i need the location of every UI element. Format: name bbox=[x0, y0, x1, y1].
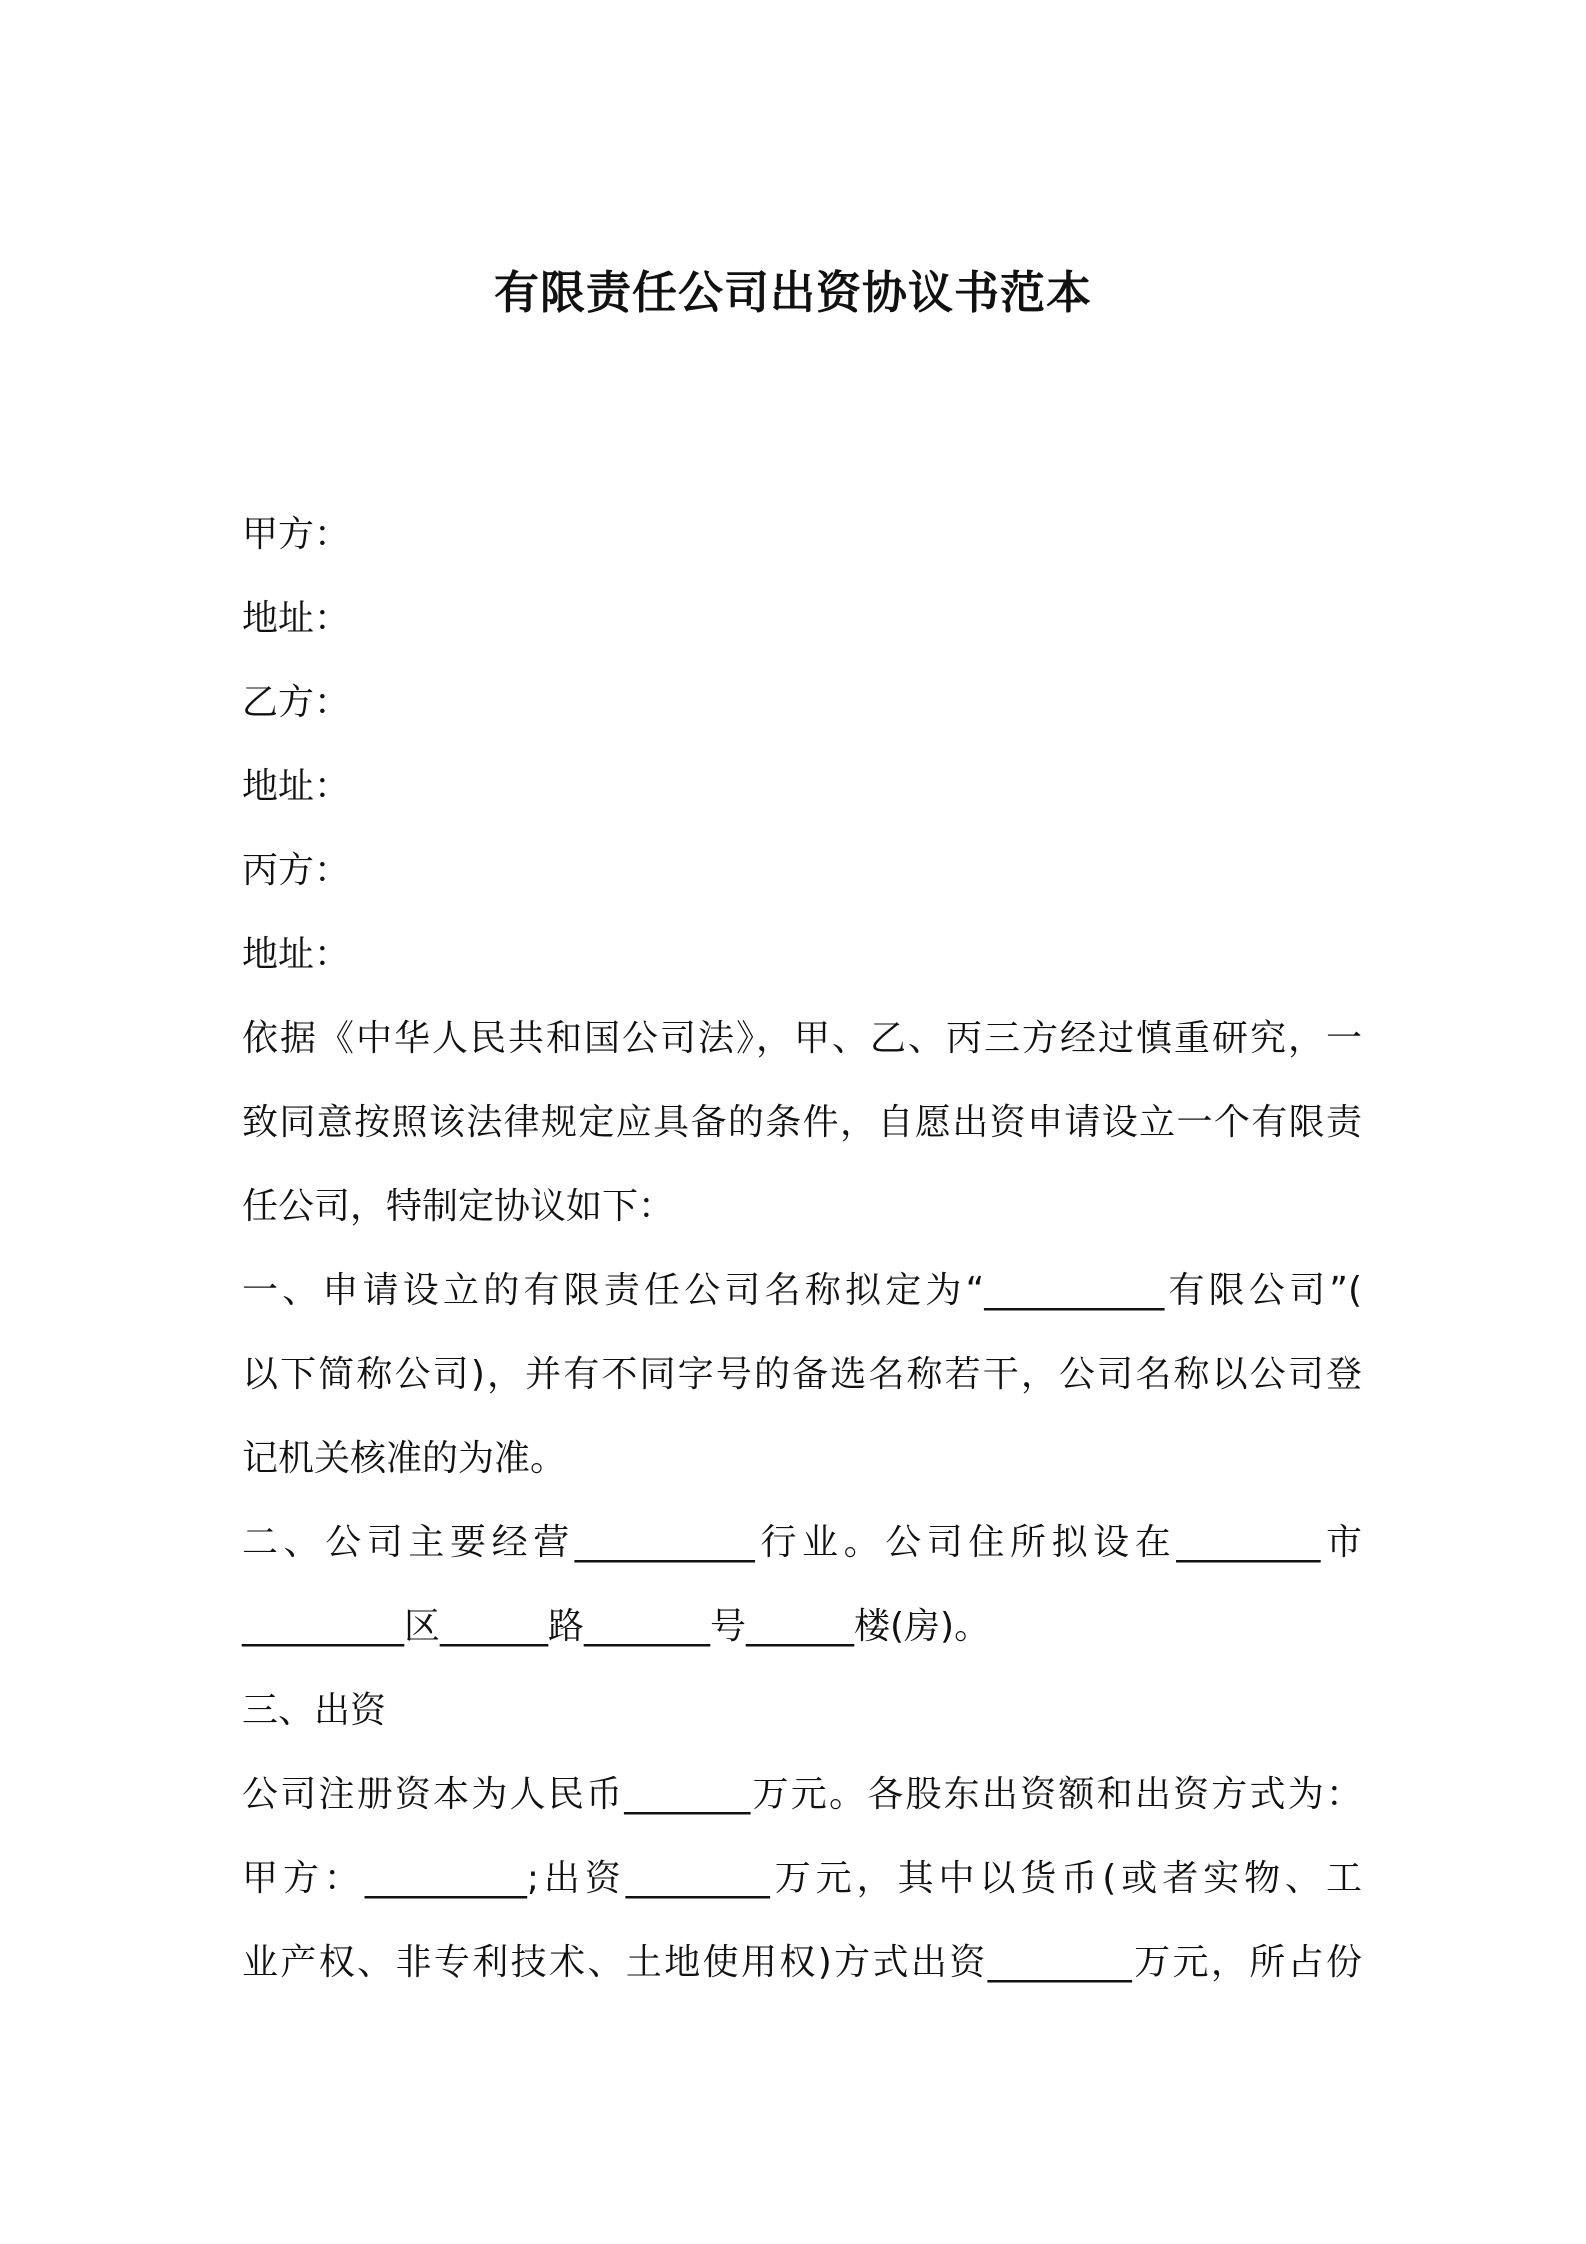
party-c-label: 丙方： bbox=[242, 850, 351, 891]
clause-1-line-2: 以下简称公司)，并有不同字号的备选名称若干，公司名称以公司登 bbox=[242, 1354, 1362, 1395]
clause-3-line-2: 甲方：_________;出资________万元，其中以货币(或者实物、工 bbox=[242, 1858, 1362, 1899]
preamble-line-1: 依据《中华人民共和国公司法》，甲、乙、丙三方经过慎重研究，一 bbox=[242, 1018, 1362, 1059]
party-c-address-label: 地址： bbox=[242, 934, 351, 975]
party-b-label: 乙方： bbox=[242, 682, 351, 723]
clause-3-heading: 三、出资 bbox=[242, 1690, 387, 1731]
clause-3-line-1: 公司注册资本为人民币_______万元。各股东出资额和出资方式为： bbox=[242, 1774, 1362, 1815]
preamble-line-3: 任公司，特制定协议如下： bbox=[242, 1186, 675, 1227]
document-body bbox=[242, 493, 1362, 2005]
clause-3-line-3: 业产权、非专利技术、土地使用权)方式出资________万元，所占份 bbox=[242, 1942, 1362, 1983]
clause-1-line-3: 记机关核准的为准。 bbox=[242, 1438, 567, 1479]
party-a-address-label: 地址： bbox=[242, 598, 351, 639]
clause-2-line-1: 二、公司主要经营__________行业。公司住所拟设在________市 bbox=[242, 1522, 1362, 1563]
party-a-label: 甲方： bbox=[242, 514, 351, 555]
party-b-address-label: 地址： bbox=[242, 766, 351, 807]
clause-1-line-1: 一、申请设立的有限责任公司名称拟定为“__________有限公司”( bbox=[242, 1270, 1362, 1311]
preamble-line-2: 致同意按照该法律规定应具备的条件，自愿出资申请设立一个有限责 bbox=[242, 1102, 1362, 1143]
document-title: 有限责任公司出资协议书范本 bbox=[493, 266, 1092, 319]
clause-2-line-2: _________区______路_______号______楼(房)。 bbox=[242, 1606, 991, 1647]
